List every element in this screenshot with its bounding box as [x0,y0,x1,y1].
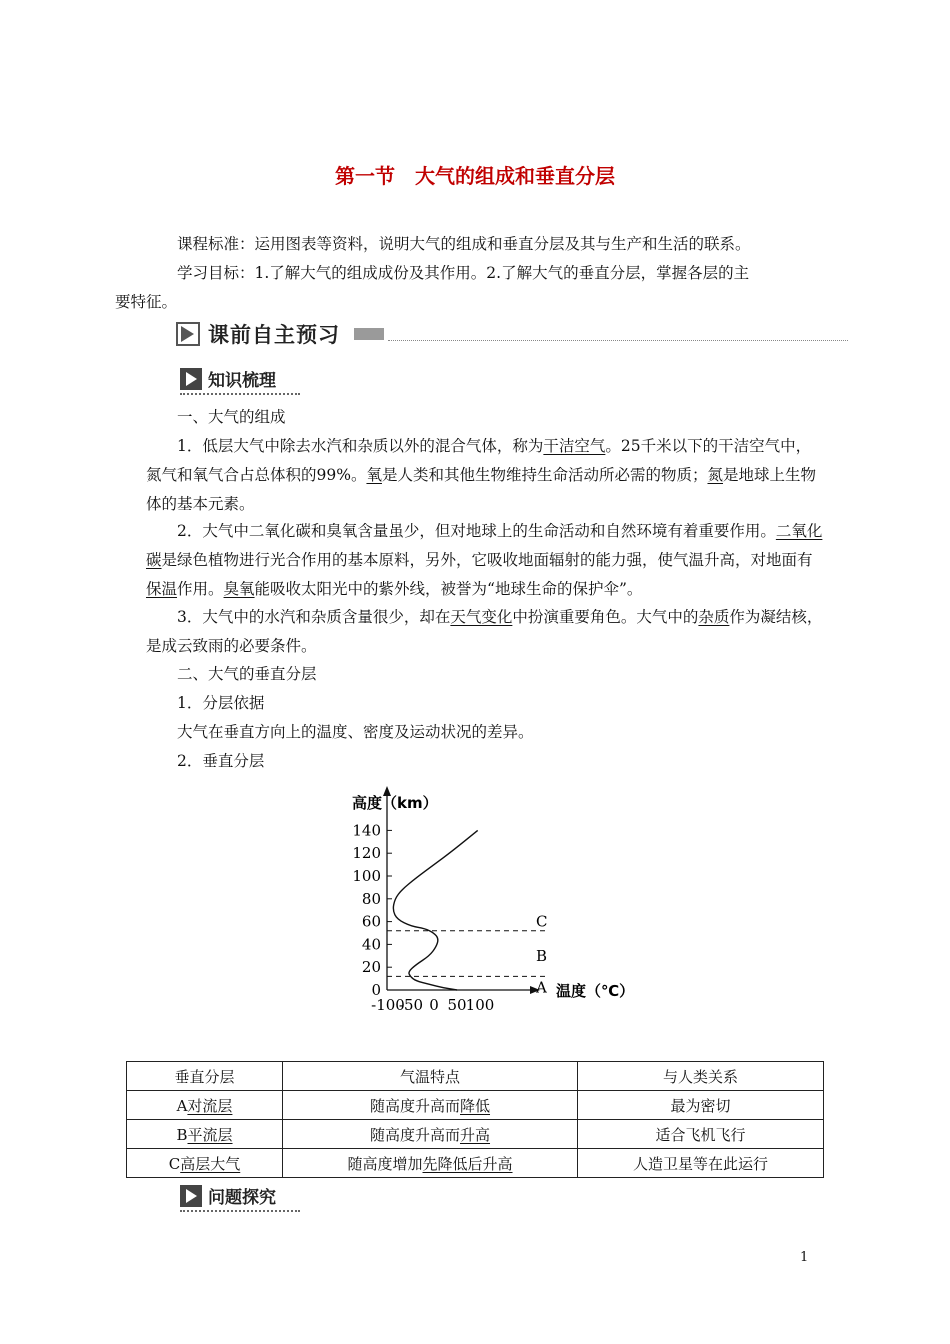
p2-text-c: 作用。 [177,580,224,598]
p1-answer-3: 氮 [707,466,723,484]
course-standard: 课程标准：运用图表等资料，说明大气的组成和垂直分层及其与生产和生活的联系。 [177,235,751,253]
layer-letter: C [168,1154,181,1173]
page-title: 第一节 大气的组成和垂直分层 [335,164,615,188]
section2-heading: 二、大气的垂直分层 [177,665,317,683]
banner-divider [388,340,848,341]
table-row [127,1149,824,1178]
y-tick-label: 100 [352,867,381,885]
p2-answer-2: 保温 [146,580,178,598]
p2-answer-3: 臭氧 [223,580,255,598]
p1-text-b: 。25千米以下的干洁空气中，氮气和氧气合占总体积的99%。 [146,437,812,484]
p1-text-c: 是人类和其他生物维持生命活动所必需的物质； [381,466,708,484]
table-cell-layer [127,1120,283,1149]
play-icon [176,322,200,346]
atmosphere-chart [340,780,660,1025]
x-tick-label: 50 [447,996,467,1014]
p1-answer-2: 氧 [366,466,382,484]
table-cell-layer [127,1091,283,1120]
p1-text-a: 1．低层大气中除去水汽和杂质以外的混合气体，称为 [177,437,544,455]
layer-label: C [536,912,548,931]
y-tick-label: 120 [352,844,381,863]
table-header: 垂直分层 [127,1062,283,1091]
sub-banner-explore-label: 问题探究 [208,1188,276,1208]
layer-label: B [536,946,548,965]
p3-text-a: 3．大气中的水汽和杂质含量很少，却在 [177,608,451,626]
paragraph-3 [146,603,826,661]
x-tick-label: 0 [429,996,439,1014]
temp-answer: 先降低后升高 [422,1154,513,1173]
table-row [127,1091,824,1120]
temp-answer: 升高 [460,1125,491,1144]
table-cell-relation: 人造卫星等在此运行 [578,1149,824,1178]
sub-banner-underline [180,1210,300,1212]
p1-text-d: 是地球上生物体的基本元素。 [146,466,817,513]
y-tick-label: 80 [361,889,381,908]
arrow-icon [180,1185,202,1207]
layer-letter: B [176,1125,188,1144]
y-tick-label: 20 [361,958,381,977]
table-cell-temp [283,1149,578,1178]
section-banner [176,318,848,350]
temp-text: 随高度增加 [347,1154,423,1173]
y-tick-label: 140 [352,821,381,840]
table-header-row [127,1062,824,1091]
learning-goals-line2: 要特征。 [115,293,178,311]
table-cell-temp [283,1120,578,1149]
sub-banner-knowledge-label: 知识梳理 [208,371,276,391]
x-tick-label: -50 [398,996,424,1014]
layer-label: A [536,978,547,997]
layer-name: 对流层 [187,1096,233,1115]
basis-heading: 1．分层依据 [177,694,265,712]
y-tick-label: 0 [371,981,381,999]
p2-answer-1: 二氧化碳 [146,522,823,569]
table-cell-layer [127,1149,283,1178]
p3-text-b: 中扮演重要角色。大气中的 [512,608,699,626]
x-tick-label: 100 [465,996,495,1014]
table-cell-relation: 适合飞机飞行 [578,1120,824,1149]
x-axis-label: 温度（℃） [556,982,635,1000]
page-number: 1 [800,1250,809,1265]
layers-table [126,1061,824,1178]
table-header: 与人类关系 [578,1062,824,1091]
table-cell-temp [283,1091,578,1120]
temp-answer: 降低 [460,1096,491,1115]
temperature-curve [393,830,477,990]
section-banner-label: 课前自主预习 [208,323,340,347]
p2-text-b: 是绿色植物进行光合作用的基本原料，另外，它吸收地面辐射的能力强，使气温升高，对地面有 [161,551,813,569]
layer-name: 高层大气 [180,1154,241,1173]
table-header: 气温特点 [283,1062,578,1091]
arrow-icon [180,368,202,390]
p3-answer-1: 天气变化 [450,608,513,626]
banner-bar [354,328,384,340]
section1-heading: 一、大气的组成 [177,408,286,426]
learning-goals-line1: 学习目标：1.了解大气的组成成份及其作用。2.了解大气的垂直分层，掌握各层的主 [177,264,750,282]
p3-text-c: 作为凝结核，是成云致雨的必要条件。 [146,608,823,655]
temp-text: 随高度升高而 [369,1125,460,1144]
x-tick-label: -100 [371,996,405,1014]
y-tick-label: 40 [361,935,381,954]
layers-heading: 2．垂直分层 [177,752,265,770]
p2-text-a: 2．大气中二氧化碳和臭氧含量虽少，但对地球上的生命活动和自然环境有着重要作用。 [177,522,776,540]
p2-text-d: 能吸收太阳光中的紫外线，被誉为“地球生命的保护伞”。 [254,580,643,598]
table-row [127,1120,824,1149]
temp-text: 随高度升高而 [369,1096,460,1115]
p1-answer-1: 干洁空气 [543,437,606,455]
basis-text: 大气在垂直方向上的温度、密度及运动状况的差异。 [177,723,534,741]
p3-answer-2: 杂质 [698,608,730,626]
y-tick-label: 60 [361,912,381,931]
paragraph-1 [146,432,826,519]
layer-name: 平流层 [187,1125,233,1144]
layer-letter: A [176,1096,188,1115]
y-axis-label: 高度（km） [352,794,438,812]
paragraph-2 [146,517,826,604]
table-cell-relation: 最为密切 [578,1091,824,1120]
learning-goals [115,259,826,317]
sub-banner-underline [180,393,300,395]
